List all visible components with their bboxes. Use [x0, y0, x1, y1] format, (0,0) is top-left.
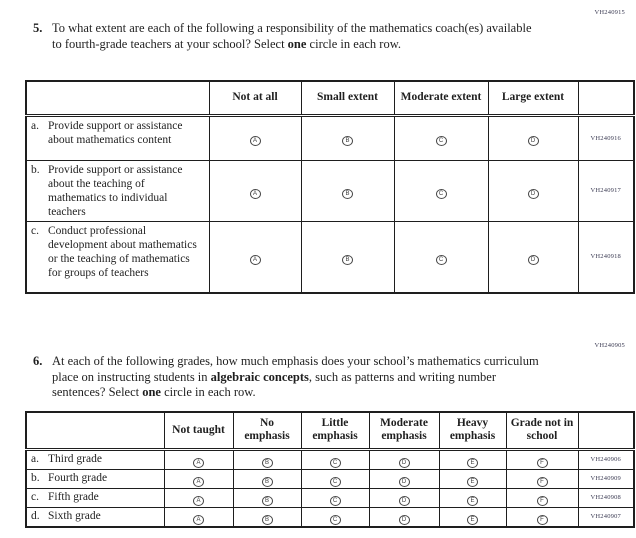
- row-letter: c.: [31, 491, 39, 504]
- option-circle[interactable]: C: [330, 515, 341, 525]
- column-header: Large extent: [488, 81, 578, 115]
- option-circle[interactable]: D: [528, 255, 539, 265]
- q6-header-row: [26, 412, 634, 449]
- option-circle[interactable]: D: [528, 189, 539, 199]
- option-cell: [439, 449, 506, 469]
- row-label-cell: [26, 469, 164, 488]
- table-row: [26, 488, 634, 507]
- table-row: [26, 160, 634, 221]
- option-circle[interactable]: F: [537, 477, 548, 487]
- row-label-cell: [26, 221, 209, 293]
- option-circle[interactable]: E: [467, 515, 478, 525]
- option-circle[interactable]: F: [537, 458, 548, 468]
- option-cell: [506, 449, 578, 469]
- option-circle[interactable]: F: [537, 515, 548, 525]
- column-header: Grade not in school: [506, 412, 578, 449]
- row-label: Fourth grade: [48, 472, 108, 485]
- question-6-text-part: , such as patterns and writing number sentences? Select: [52, 369, 497, 399]
- option-cell: [369, 469, 439, 488]
- row-label-cell: [26, 160, 209, 221]
- option-cell: [439, 469, 506, 488]
- row-accession-code: VH240916: [578, 115, 634, 160]
- option-circle[interactable]: B: [262, 477, 273, 487]
- row-letter: b.: [31, 163, 40, 176]
- q6-accession-code: VH240905: [594, 342, 625, 349]
- row-letter: a.: [31, 119, 39, 132]
- question-5-bold-word: one: [287, 36, 307, 51]
- option-circle[interactable]: B: [262, 458, 273, 468]
- column-header: Not at all: [209, 81, 301, 115]
- option-circle[interactable]: C: [330, 496, 341, 506]
- row-accession-code: VH240918: [578, 221, 634, 293]
- option-circle[interactable]: D: [399, 477, 410, 487]
- question-6-table: [25, 411, 635, 528]
- option-cell: [488, 160, 578, 221]
- option-circle[interactable]: B: [342, 255, 353, 265]
- row-accession-code: VH240908: [578, 488, 634, 507]
- option-cell: [506, 488, 578, 507]
- option-cell: [301, 488, 369, 507]
- column-header: Heavy emphasis: [439, 412, 506, 449]
- option-cell: [164, 488, 233, 507]
- row-label-cell: [26, 488, 164, 507]
- column-header: Moderate emphasis: [369, 412, 439, 449]
- option-circle[interactable]: A: [250, 136, 261, 146]
- question-6: [35, 354, 541, 401]
- option-cell: [233, 469, 301, 488]
- question-5-table: [25, 80, 635, 294]
- option-circle[interactable]: D: [399, 496, 410, 506]
- row-accession-code: VH240907: [578, 507, 634, 527]
- question-6-text-part: circle in each row.: [160, 385, 256, 399]
- option-circle[interactable]: A: [193, 458, 204, 468]
- option-circle[interactable]: B: [342, 136, 353, 146]
- row-label-cell: [26, 507, 164, 527]
- row-accession-code: VH240906: [578, 449, 634, 469]
- option-cell: [301, 221, 394, 293]
- row-label: Provide support or assistance about mathematics content: [48, 119, 183, 146]
- column-header: Not taught: [164, 412, 233, 449]
- option-circle[interactable]: E: [467, 496, 478, 506]
- table-row: [26, 221, 634, 293]
- option-cell: [209, 115, 301, 160]
- option-circle[interactable]: C: [330, 458, 341, 468]
- table-row: [26, 449, 634, 469]
- table-row: [26, 507, 634, 527]
- option-circle[interactable]: A: [193, 515, 204, 525]
- option-circle[interactable]: B: [342, 189, 353, 199]
- q6-header-blank: [26, 412, 164, 449]
- row-label-cell: [26, 115, 209, 160]
- option-cell: [301, 115, 394, 160]
- option-cell: [394, 221, 488, 293]
- q5-header-row: [26, 81, 634, 115]
- option-cell: [301, 469, 369, 488]
- question-6-bold-word: one: [142, 385, 161, 399]
- q5-header-blank: [26, 81, 209, 115]
- option-cell: [164, 469, 233, 488]
- option-cell: [394, 160, 488, 221]
- column-header: No emphasis: [233, 412, 301, 449]
- option-circle[interactable]: D: [399, 515, 410, 525]
- option-circle[interactable]: D: [399, 458, 410, 468]
- question-6-number: 6.: [33, 354, 43, 368]
- q5-accession-code: VH240915: [594, 9, 625, 16]
- row-label: Provide support or assistance about the teaching of mathematics to individual teachers: [48, 163, 183, 219]
- option-circle[interactable]: C: [436, 189, 447, 199]
- row-letter: b.: [31, 472, 40, 485]
- table-row: [26, 115, 634, 160]
- row-label-cell: [26, 449, 164, 469]
- q6-header-code-blank: [578, 412, 634, 449]
- option-circle[interactable]: E: [467, 477, 478, 487]
- option-cell: [164, 507, 233, 527]
- option-cell: [301, 449, 369, 469]
- option-cell: [369, 488, 439, 507]
- question-5-text: [35, 21, 541, 52]
- row-label: Sixth grade: [48, 510, 101, 523]
- table-row: [26, 469, 634, 488]
- option-circle[interactable]: C: [330, 477, 341, 487]
- row-accession-code: VH240909: [578, 469, 634, 488]
- row-accession-code: VH240917: [578, 160, 634, 221]
- option-circle[interactable]: A: [193, 477, 204, 487]
- option-cell: [394, 115, 488, 160]
- option-cell: [506, 507, 578, 527]
- question-6-text-part: At each of the following grades, how much emphasis does your school’s mathematics curriculum place on instructing students in: [52, 354, 539, 384]
- option-circle[interactable]: B: [262, 515, 273, 525]
- option-circle[interactable]: B: [262, 496, 273, 506]
- option-circle[interactable]: A: [250, 189, 261, 199]
- question-5-text-part: circle in each row.: [306, 36, 402, 51]
- option-cell: [233, 488, 301, 507]
- option-circle[interactable]: E: [467, 458, 478, 468]
- option-circle[interactable]: C: [436, 255, 447, 265]
- option-circle[interactable]: F: [537, 496, 548, 506]
- option-cell: [209, 221, 301, 293]
- option-cell: [488, 115, 578, 160]
- row-label: Third grade: [48, 453, 102, 466]
- column-header: Moderate extent: [394, 81, 488, 115]
- question-6-bold-phrase: algebraic concepts: [210, 369, 309, 384]
- option-cell: [164, 449, 233, 469]
- row-letter: a.: [31, 453, 39, 466]
- option-cell: [369, 507, 439, 527]
- option-cell: [301, 160, 394, 221]
- q5-header-code-blank: [578, 81, 634, 115]
- option-cell: [233, 449, 301, 469]
- question-6-text: [35, 354, 541, 401]
- option-cell: [209, 160, 301, 221]
- option-cell: [439, 488, 506, 507]
- question-5-number: 5.: [33, 21, 43, 35]
- option-cell: [233, 507, 301, 527]
- row-label: Conduct professional development about mathematics or the teaching of mathematics for groups of teachers: [48, 224, 197, 280]
- option-cell: [506, 469, 578, 488]
- option-circle[interactable]: A: [193, 496, 204, 506]
- option-circle[interactable]: A: [250, 255, 261, 265]
- option-cell: [439, 507, 506, 527]
- row-letter: c.: [31, 224, 39, 237]
- question-5: [35, 21, 541, 52]
- question-5-text-part: To what extent are each of the following a responsibility of the mathematics coach(es) available to fourth-grade teachers at your school? Select: [52, 21, 532, 51]
- row-label: Fifth grade: [48, 491, 99, 504]
- option-circle[interactable]: D: [528, 136, 539, 146]
- option-cell: [488, 221, 578, 293]
- option-cell: [369, 449, 439, 469]
- row-letter: d.: [31, 510, 40, 523]
- option-circle[interactable]: C: [436, 136, 447, 146]
- column-header: Small extent: [301, 81, 394, 115]
- option-cell: [301, 507, 369, 527]
- column-header: Little emphasis: [301, 412, 369, 449]
